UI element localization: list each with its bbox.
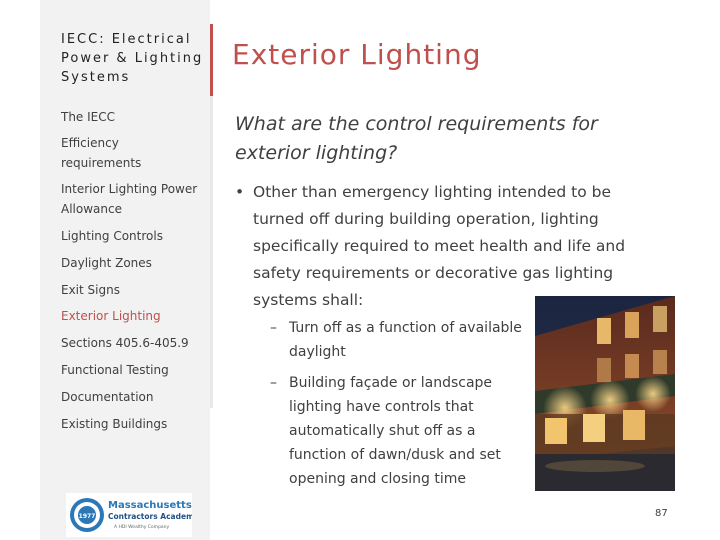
sidebar-item-lighting-controls[interactable]: Lighting Controls — [61, 229, 163, 243]
bullet-dot: • — [235, 183, 245, 201]
sub-bullet-text: Turn off as a function of available daylight — [289, 320, 522, 360]
sidebar-item-daylight-zones[interactable]: Daylight Zones — [61, 256, 152, 270]
sub-bullet-daylight — [270, 316, 532, 364]
sidebar-item-documentation[interactable]: Documentation — [61, 390, 154, 404]
sub-bullet-text: Building façade or landscape lighting have controls that automatically shut off as a function of dawn/dusk and set opening and closing time — [289, 375, 501, 487]
title-accent-bar — [210, 24, 213, 96]
sidebar-item-the-iecc[interactable]: The IECC — [61, 110, 116, 124]
logo-tagline: A HDI Wealthy Company — [114, 525, 170, 530]
sidebar-item-efficiency-requirements[interactable]: Efficiency requirements — [61, 136, 142, 170]
logo-line1: Massachusetts — [108, 500, 192, 511]
sidebar-item-exterior-lighting[interactable]: Exterior Lighting — [61, 309, 161, 323]
logo-line2: Contractors Academy — [108, 512, 192, 521]
sidebar-item-interior-lighting-power-allowance[interactable]: Interior Lighting Power Allowance — [61, 182, 198, 216]
sidebar-item-functional-testing[interactable]: Functional Testing — [61, 363, 169, 377]
logo-badge-text: 1977 — [78, 513, 96, 520]
main-bullet-text: Other than emergency lighting intended to be turned off during building operation, lighting specifically required to meet health and life and safety requirements or decorative gas lighting systems shall: — [253, 183, 626, 309]
page-number: 87 — [655, 508, 668, 519]
main-bullet — [235, 179, 655, 314]
sub-bullet-facade — [270, 371, 532, 491]
sidebar-item-exit-signs[interactable]: Exit Signs — [61, 283, 120, 297]
academy-logo — [66, 493, 192, 537]
sub-bullet-dash: – — [270, 375, 277, 391]
sidebar-item-sections-405[interactable]: Sections 405.6-405.9 — [61, 336, 189, 350]
sidebar-title: IECC: Electrical Power & Lighting Systems — [61, 32, 204, 85]
page-title: Exterior Lighting — [232, 38, 482, 71]
exterior-lighting-photo — [535, 296, 675, 491]
sub-bullet-dash: – — [270, 320, 277, 336]
sidebar-item-existing-buildings[interactable]: Existing Buildings — [61, 417, 168, 431]
question-text: What are the control requirements for exterior lighting? — [235, 113, 598, 164]
